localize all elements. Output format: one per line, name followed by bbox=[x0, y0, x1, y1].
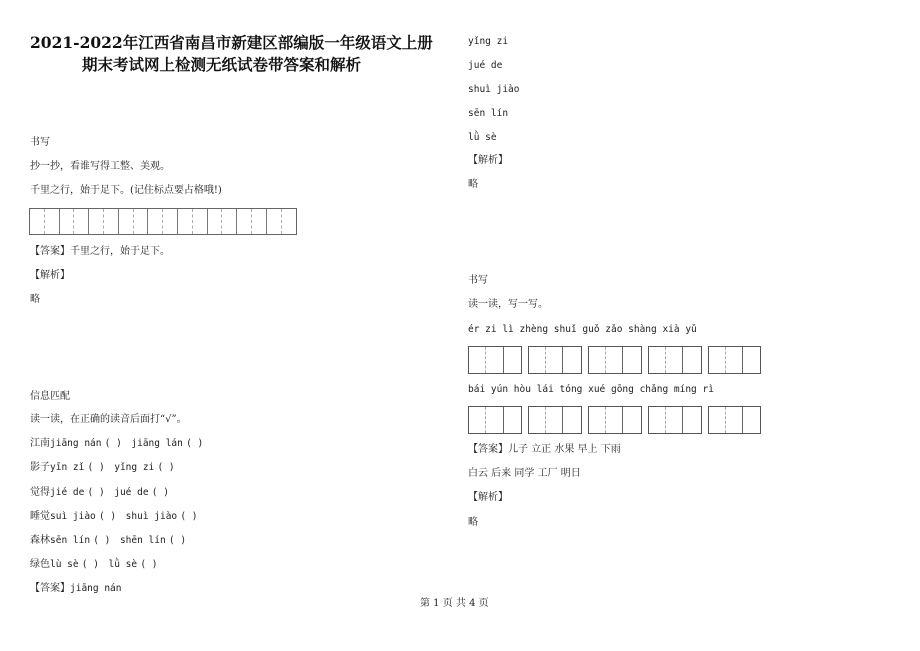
q3-analysis-label: 【解析】 bbox=[468, 492, 508, 503]
continued-answer: shuì jiào bbox=[468, 84, 520, 95]
q2-analysis: 略 bbox=[468, 179, 478, 190]
title-line-2: 期末考试网上检测无纸试卷带答案和解析 bbox=[82, 55, 362, 74]
writing-box bbox=[468, 346, 522, 374]
page-footer: 第 1 页 共 4 页 bbox=[420, 598, 489, 609]
writing-grid bbox=[29, 208, 297, 235]
continued-answer: sēn lín bbox=[468, 108, 509, 119]
q3-answer-line-2: 白云 后来 同学 工厂 明日 bbox=[468, 468, 581, 479]
q3-pinyin-row-1: ér zi lì zhèng shuǐ guǒ zǎo shàng xià yǔ bbox=[468, 324, 697, 335]
writing-box bbox=[588, 406, 642, 434]
answer-text: 儿子 立正 水果 早上 下雨 bbox=[508, 444, 621, 455]
q1-text: 千里之行，始于足下。(记住标点要占格哦!) bbox=[30, 185, 222, 196]
q2-row: 森林sēn lín ( ) shēn lín ( ) bbox=[30, 535, 187, 546]
q1-instruction: 抄一抄，看谁写得工整、美观。 bbox=[30, 161, 170, 172]
q2-row: 绿色lù sè ( ) lǜ sè ( ) bbox=[30, 559, 158, 570]
q2-analysis-label: 【解析】 bbox=[468, 155, 508, 166]
answer-label: 【答案】 bbox=[30, 246, 70, 257]
q1-answer bbox=[30, 246, 170, 258]
q3-instruction: 读一读，写一写。 bbox=[468, 299, 548, 310]
q3-analysis: 略 bbox=[468, 517, 478, 528]
writing-box bbox=[528, 346, 582, 374]
answer-text: 千里之行，始于足下。 bbox=[70, 246, 170, 257]
writing-box bbox=[528, 406, 582, 434]
q2-instruction: 读一读，在正确的读音后面打“√”。 bbox=[30, 414, 187, 425]
writing-boxes-row-1 bbox=[468, 346, 761, 374]
writing-box bbox=[708, 346, 762, 374]
q2-row: 睡觉suì jiào ( ) shuì jiào ( ) bbox=[30, 511, 198, 522]
writing-boxes-row-2 bbox=[468, 406, 761, 434]
title-line-1: 2021-2022年江西省南昌市新建区部编版一年级语文上册 bbox=[30, 33, 433, 52]
continued-answer: jué de bbox=[468, 60, 503, 71]
q3-pinyin-row-2: bái yún hòu lái tóng xué gōng chǎng míng rì bbox=[468, 384, 714, 395]
writing-box bbox=[708, 406, 762, 434]
answer-label: 【答案】 bbox=[468, 444, 508, 455]
q2-row: 江南jiāng nán ( ) jiāng lán ( ) bbox=[30, 438, 204, 449]
q2-section: 信息匹配 bbox=[30, 391, 70, 402]
writing-box bbox=[468, 406, 522, 434]
answer-label: 【答案】 bbox=[30, 583, 70, 594]
q1-section: 书写 bbox=[30, 137, 50, 148]
q2-answer bbox=[30, 583, 121, 595]
q2-row: 影子yīn zǐ ( ) yǐng zi ( ) bbox=[30, 462, 175, 473]
q2-row: 觉得jié de ( ) jué de ( ) bbox=[30, 487, 169, 498]
q3-answer bbox=[468, 444, 621, 456]
q1-analysis: 略 bbox=[30, 294, 40, 305]
continued-answer: lǜ sè bbox=[468, 132, 497, 143]
writing-box bbox=[648, 346, 702, 374]
answer-text: jiāng nán bbox=[70, 583, 122, 594]
continued-answer: yǐng zi bbox=[468, 36, 509, 47]
q3-section: 书写 bbox=[468, 275, 488, 286]
writing-box bbox=[588, 346, 642, 374]
writing-box bbox=[648, 406, 702, 434]
q1-analysis-label: 【解析】 bbox=[30, 270, 70, 281]
